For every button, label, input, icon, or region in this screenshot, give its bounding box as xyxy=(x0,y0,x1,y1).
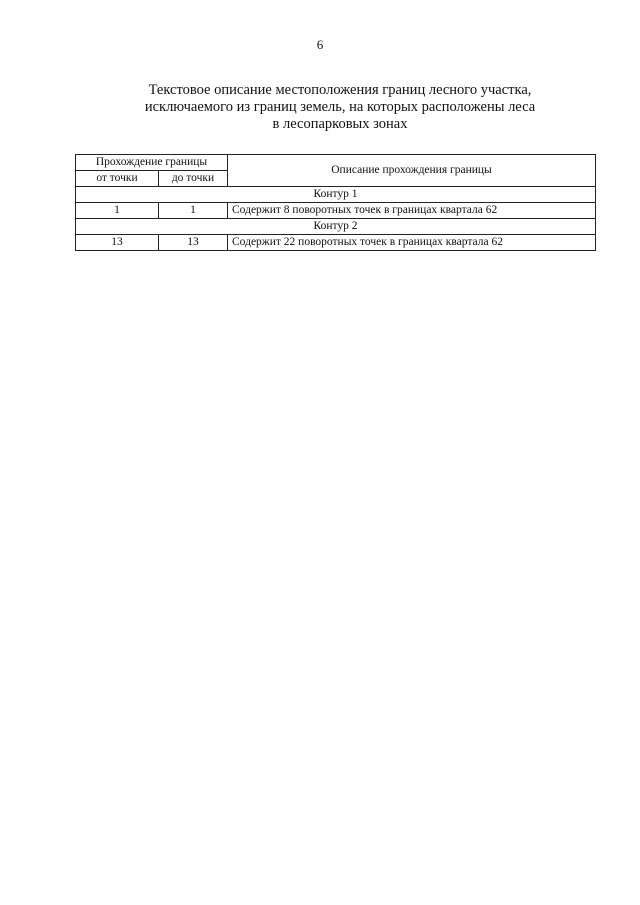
page-number: 6 xyxy=(316,37,324,52)
cell-description: Содержит 8 поворотных точек в границах квартала 62 xyxy=(228,203,596,219)
boundary-table xyxy=(75,154,596,251)
header-from-point: от точки xyxy=(76,171,159,187)
cell-from-point: 1 xyxy=(76,203,159,219)
section-title-contour-2: Контур 2 xyxy=(76,219,596,235)
document-title xyxy=(60,82,620,133)
cell-from-point: 13 xyxy=(76,235,159,251)
section-row xyxy=(76,219,596,235)
header-description: Описание прохождения границы xyxy=(228,155,596,187)
section-title-contour-1: Контур 1 xyxy=(76,187,596,203)
section-row xyxy=(76,187,596,203)
table-header-row xyxy=(76,155,596,171)
title-line-2: исключаемого из границ земель, на которых расположены леса xyxy=(144,99,536,115)
title-line-1: Текстовое описание местоположения границ лесного участка, xyxy=(148,82,532,98)
cell-to-point: 13 xyxy=(159,235,228,251)
header-to-point: до точки xyxy=(159,171,228,187)
cell-description: Содержит 22 поворотных точек в границах квартала 62 xyxy=(228,235,596,251)
table-row xyxy=(76,235,596,251)
table-row xyxy=(76,203,596,219)
header-boundary-passage: Прохождение границы xyxy=(76,155,228,171)
title-line-3: в лесопарковых зонах xyxy=(272,116,408,132)
cell-to-point: 1 xyxy=(159,203,228,219)
